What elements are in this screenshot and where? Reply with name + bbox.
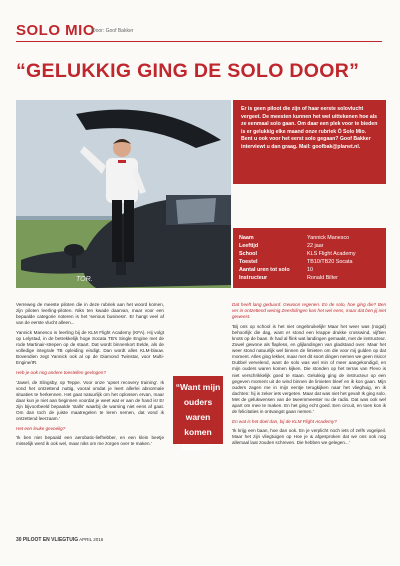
profile-box [233,228,386,288]
profile-value: Yannick Manesco [307,235,350,241]
headline: “GELUKKIG GING DE SOLO DOOR” [16,60,360,82]
profile-label: Toestel [239,259,258,265]
page-footer [16,537,103,543]
intro-box: Er is geen piloot die zijn of haar eerste solovlucht vergeet. De meesten kunnen het wel uittekenen hoe als ze eenmaal solo gaan. Om daar een plek voor te bieden is er gelukkig elke maand onze rubriek Ó Solo Mio. Bent u ook voor het eerst solo gegaan? Goof Bakker interviewt u dan graag. Mail: goofbak@planet.nl. [233,100,386,184]
profile-value: TB10/TB20 Socata [307,259,353,265]
paragraph: 'Jawel, de Slingsby, op Teppe. Voor onze 'upset recovery training'. Ik vond het ontzettend nuttig, vooral omdat je leert allerlei abnormale situaties te herkennen. Het gaat natuurlijk om het oplossen ervan, maar daar kun je niet aan beginnen voordat je weet wat er aan de hand is! Er zijn bijvoorbeeld bepaalde 'stalls' waarbij de warning niet eens af gaat. Om dan toch de juiste maatregelen te leren nemen, dat vond ik ontzettend leerzaam.' [16,379,164,422]
interview-question: Heb je ook nog andere toestellen gevlogen? [16,369,106,375]
issue-date: APRIL 2016 [79,537,104,542]
profile-label: Leeftijd [239,243,259,249]
pull-quote-line: “Want mijn [175,382,221,392]
pull-quote [173,376,223,452]
profile-label: Naam [239,235,254,241]
paragraph: 'Bij ons op school is het niet ongebruikelijk! Maar het weer was (nogal) behoorlijk die dag, want er stond een krappe drukke crosswind, vijftien knots op de baan. Ik had al flink wat landingen gemaakt, met de instructeur. Zowel gewone als flapless, en glijlandingen van gladstand over. Maar het weer stond natuurlijk wel binnen de limieten om die voor mij gulden op dat moment. Alles ging lekker, maar met dit soort dingen nemen we geen risico! Dubbel vervelend, want de solo was wel min of meer aangekondigd, en mijn ouders waren komen kijken. Die stonden op het terras van Flevo is niet verschrikkelijk goed te staan. Gelukkig ging de instructeur op een gegeven moment uit de wind binnen de limieten bleef en ik kon gaan. Mijn ouders zagen me in mijn eentje terugkijken naar het vlieghuig, en ik dachten: hij is zeker iets vergeten. Maar dat was niet het geval! Ik ging solo. Met de gelukwensen van de tweemmeester nu de radio. Dat was ook wel apart om mee te maken. En het ging echt goed. Een circuit, en toen kon ik de felicitaties in ontvangst gaan nemen.' [232,323,386,415]
article-column-right [232,302,386,450]
profile-value: KLS Flight Academy [307,251,356,257]
interview-question: Het een leuke gevoelig? [16,425,66,431]
profile-value: 10 [307,267,313,273]
pull-quote-line: ouders waren [183,397,213,422]
pull-quote-line: kijken!” [182,442,214,452]
page-number: 30 [16,537,22,543]
profile-label: School [239,251,257,257]
interview-question: Dat heeft lang geduurd. Gewoon regenen. En de solo, hoe ging die? Ben ver in ontzettend weinig Zeeshilingen kan het wel eens, maar dat ben jij niet geweest. [232,302,386,320]
profile-value: 22 jaar [307,243,324,249]
author-credit: Door: Goof Bakker [92,28,134,34]
magazine-name: PILOOT EN VLIEGTUIG [22,537,79,543]
pilot-photo [16,100,231,288]
profile-label: Instructeur [239,275,268,281]
section-title: SOLO MIO [16,22,95,39]
paragraph: Verreweg de meeste piloten die in deze rubriek aan het woord komen, zijn piloten leerling-piloten. Niks ten kwade daarvan, maar voor een bepaalde categorie noteren is het 'serious business'. Er hangt veel af van de eerste vlucht alleen... [16,302,164,326]
profile-value: Ronald Bilter [307,275,338,281]
paragraph: 'Ik ben niet bepaald een aerobatic-liefhebber, en een klein beetje misselijk werd ik ook wel, maar niks om me zorgen over te maken.' [16,435,164,447]
header-rule [16,41,382,42]
article-column-left [16,302,164,451]
paragraph: 'Ik krijg een baan, hoe dan ook. En je verplicht noch iets of zelfs vogelpeil. Maar het zijn vliegtuigen op Hoe je & afgesproken dat we ons ook nog allemaal laat zouden schreven. Die hebben we gelegen...' [232,428,386,446]
registration-text: TOR. [76,276,93,283]
interview-question: En wat is het doel dan, bij de KLM Flight Academy? [232,418,337,424]
pull-quote-line: komen [184,427,212,437]
paragraph: Yannick Manesco is leerling bij de KLM Flight Academy (KFA). Hij volgt op Lelystad, in de betrekkelijk hoge Socata TB's Single Engine met de rode Martinair-strepen op de staart. Dat wordt binnenkort Eelde, als de volledige integrale TB opleiding eindigt. Dan wordt alles KLM-blauw. Bovendien zegt Yannick ook al op de Diamond Twinstar, voor Multi-Engine/IR. [16,329,164,366]
profile-label: Aantal uren tot solo [239,267,290,273]
pilot-with-aircraft-image [16,100,231,288]
